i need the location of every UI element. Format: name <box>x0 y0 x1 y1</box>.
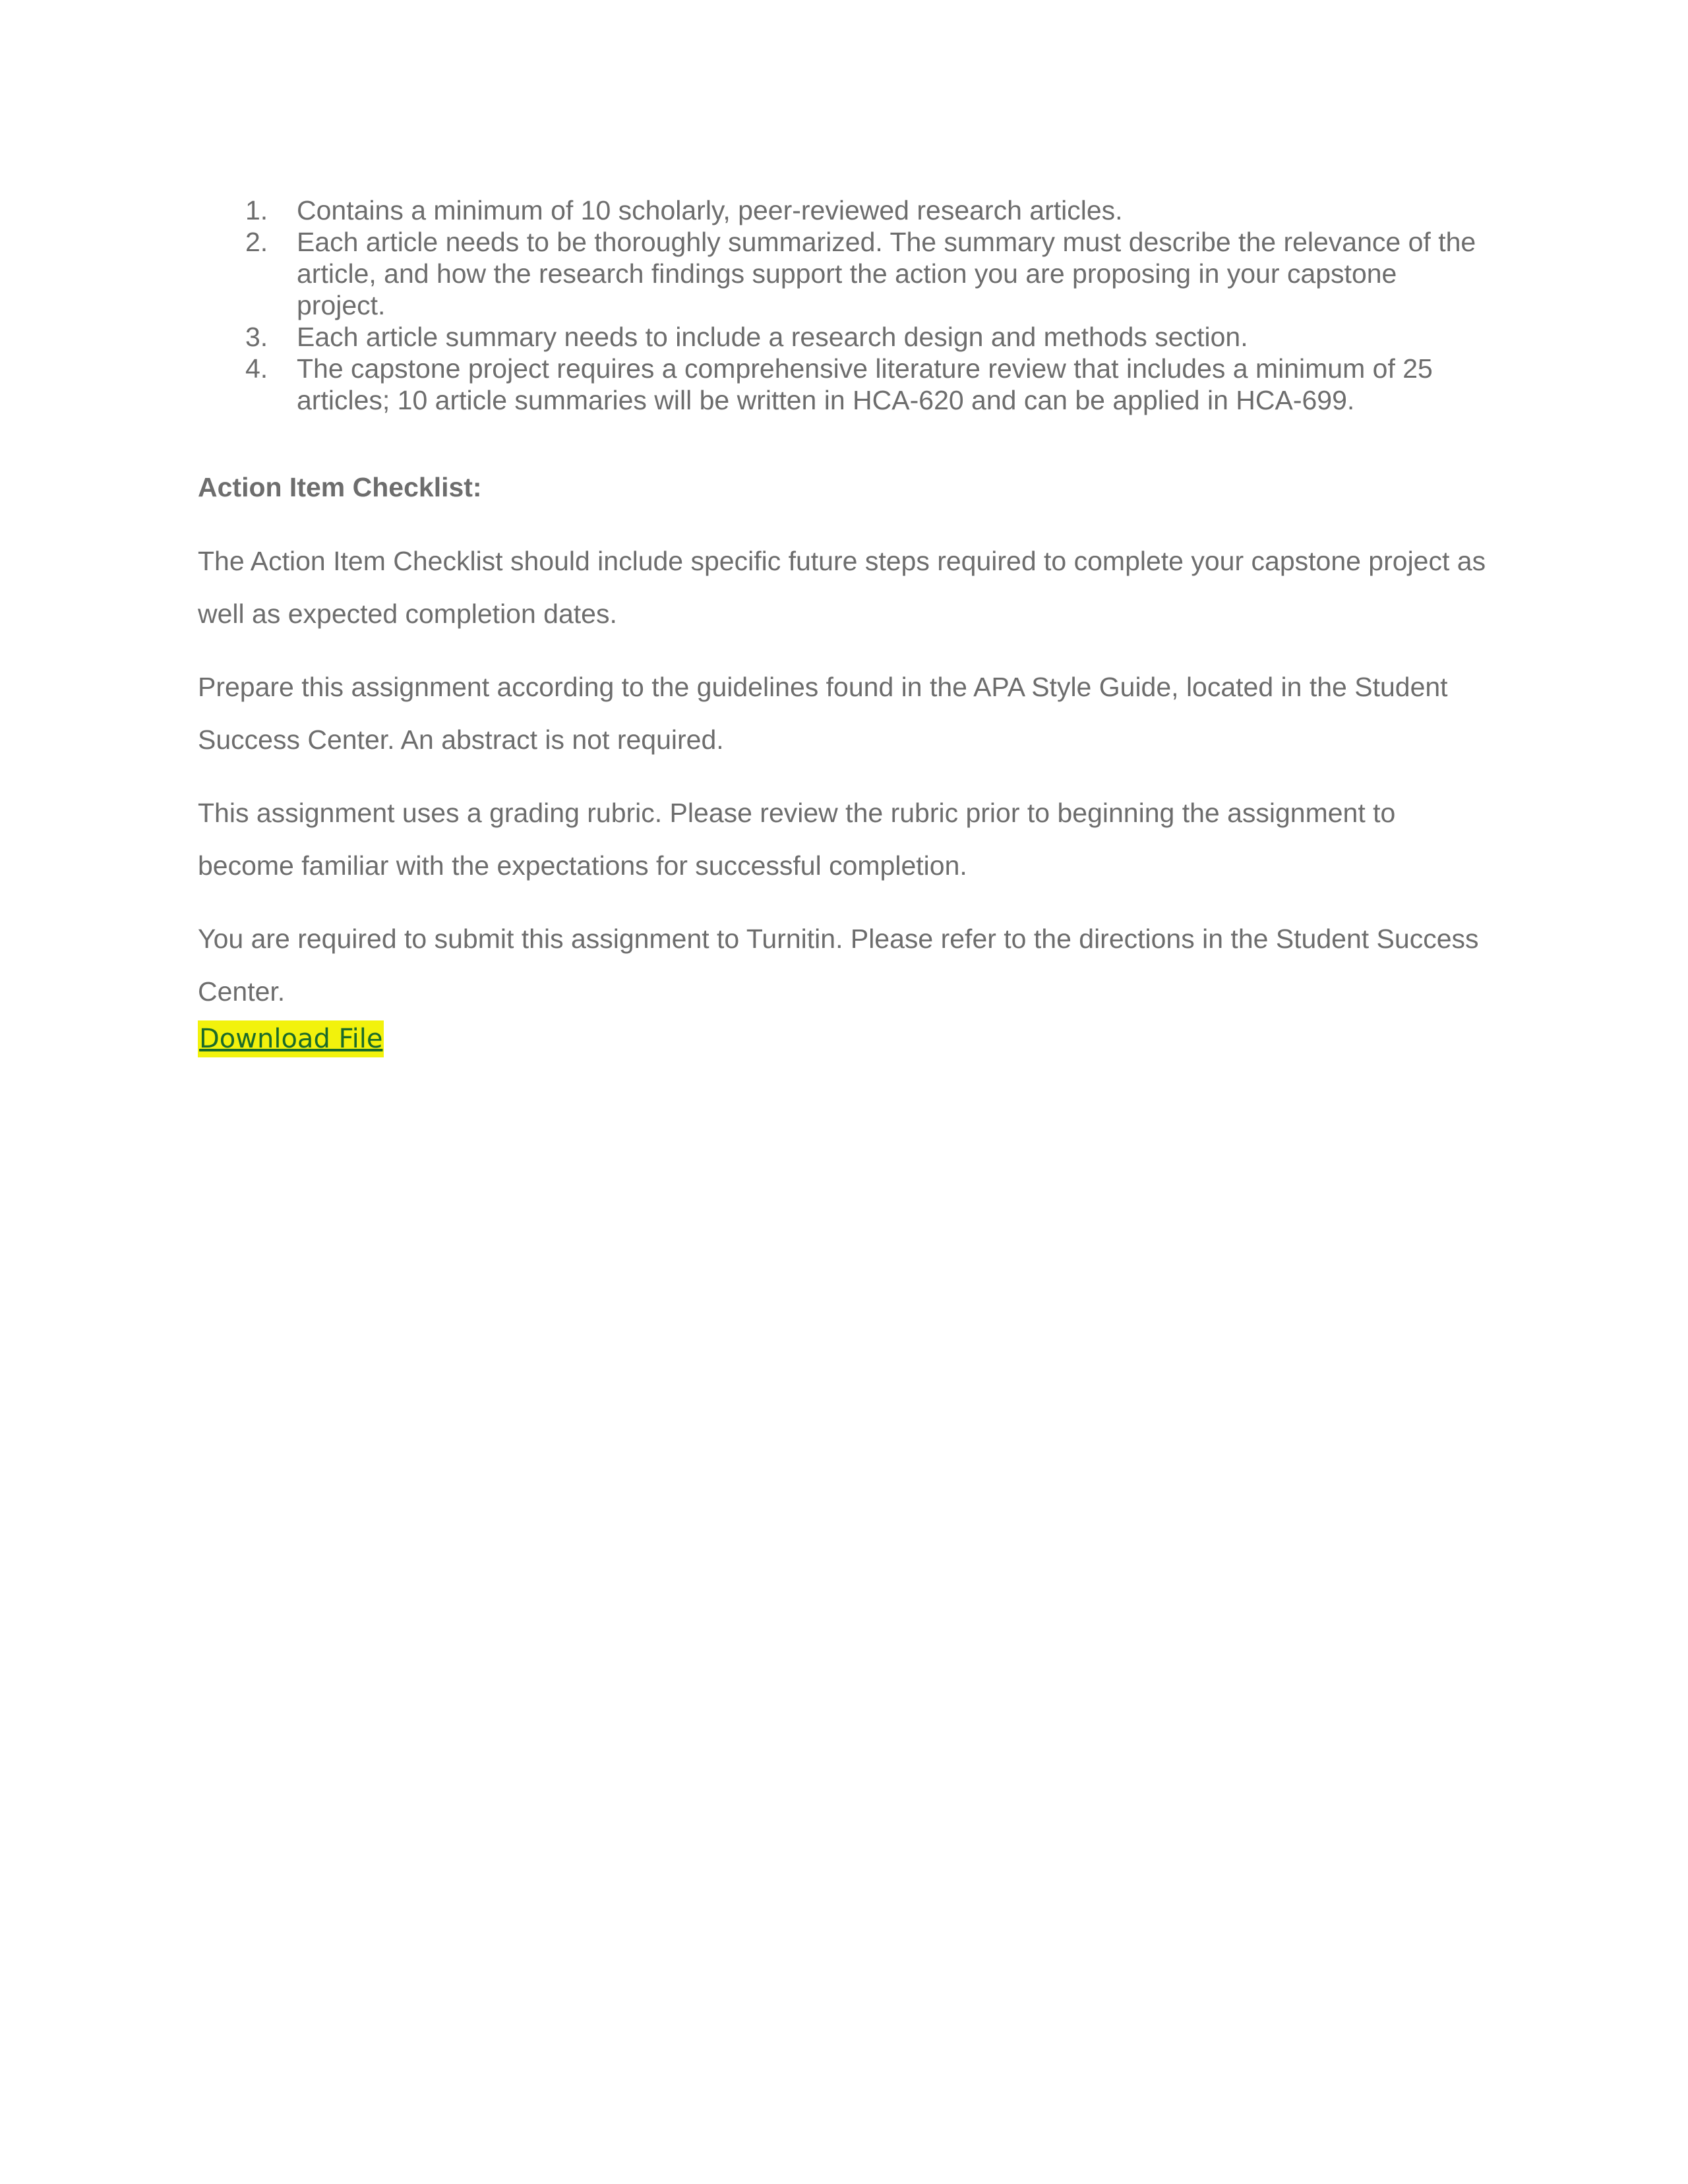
paragraph-apa: Prepare this assignment according to the guidelines found in the APA Style Guide, located in the Student Success Center. An abstract is not required. <box>198 672 1448 755</box>
download-file-link[interactable]: Download File <box>198 1020 384 1057</box>
paragraph-checklist: The Action Item Checklist should include specific future steps required to complete your capstone project as well as expected completion dates. <box>198 546 1486 629</box>
list-item <box>198 226 1490 321</box>
list-item <box>198 321 1490 353</box>
list-item-number: 3. <box>245 322 268 352</box>
list-item <box>198 353 1490 416</box>
list-item-text: The capstone project requires a comprehensive literature review that includes a minimum of 25 articles; 10 article summaries will be written in HCA-620 and can be applied in HCA-699. <box>297 353 1433 415</box>
list-item-text: Each article needs to be thoroughly summarized. The summary must describe the relevance of the article, and how the research findings support the action you are proposing in your capstone project. <box>297 227 1476 320</box>
list-item-number: 4. <box>245 353 268 384</box>
section-heading: Action Item Checklist: <box>198 472 482 502</box>
list-item-text: Contains a minimum of 10 scholarly, peer-reviewed research articles. <box>297 195 1123 225</box>
list-item-text: Each article summary needs to include a research design and methods section. <box>297 322 1248 352</box>
list-item-number: 1. <box>245 195 268 225</box>
paragraph-turnitin: You are required to submit this assignment to Turnitin. Please refer to the directions in the Student Success Center. <box>198 924 1479 1007</box>
document-body <box>198 194 1490 1057</box>
paragraph-rubric: This assignment uses a grading rubric. Please review the rubric prior to beginning the assignment to become familiar with the expectations for successful completion. <box>198 798 1396 881</box>
list-item <box>198 194 1490 226</box>
list-item-number: 2. <box>245 227 268 257</box>
requirements-list <box>198 194 1490 416</box>
